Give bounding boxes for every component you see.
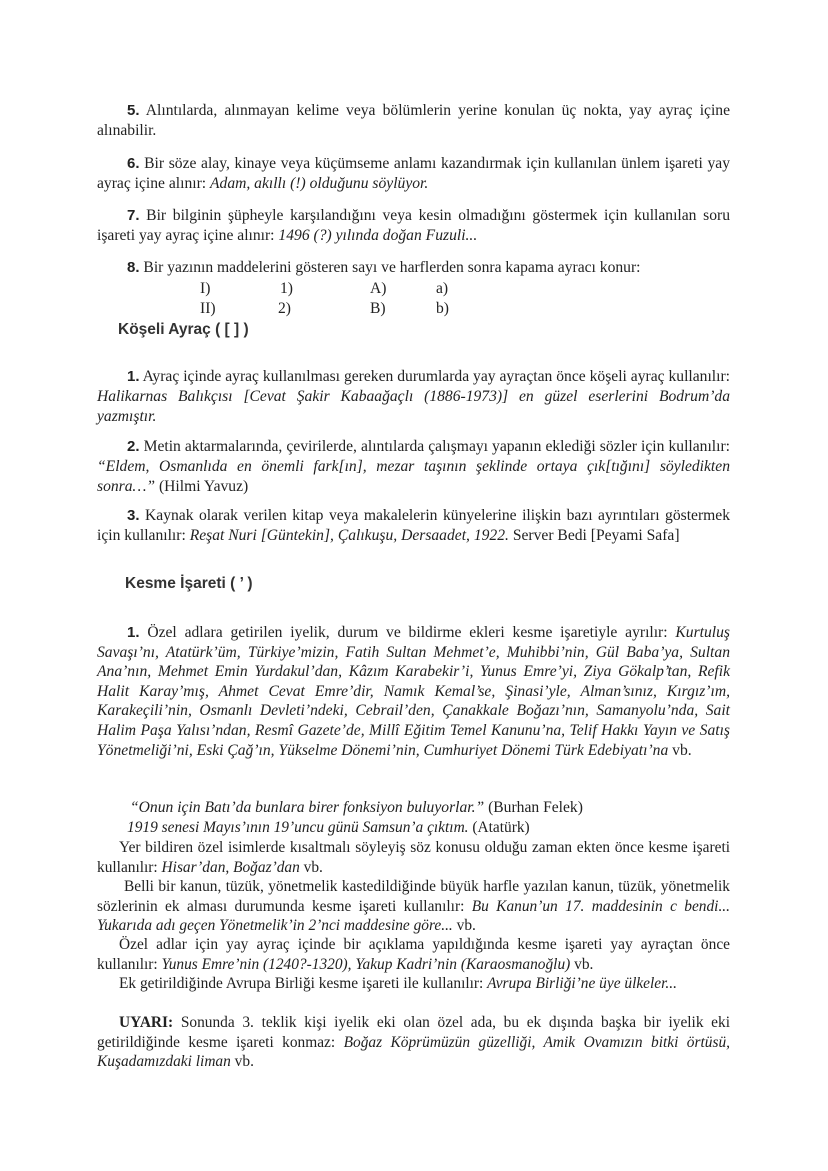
tail-text: vb. [668,741,692,759]
paragraph-belli-bir-kanun [97,877,730,936]
paragraph-uyari [97,1013,730,1072]
paragraph-text: Yer bildiren özel isimlerde kısaltmalı söyleyiş söz konusu olduğu zaman ekten önce kesme işareti kullanılır: [97,839,730,876]
paragraph-text: Özel adlar için yay ayraç içinde bir açıklama yapıldığında kesme işareti yay ayraçtan önce kullanılır: [97,936,730,973]
item-number: 7. [127,207,140,224]
item-number: 1. [127,624,140,641]
example-text: Adam, akıllı (!) olduğunu söylüyor. [210,175,429,192]
paragraph-text: Alıntılarda, alınmayan kelime veya bölümlerin yerine konulan üç nokta, yay ayraç içine alınabilir. [97,102,730,139]
source-text: (Hilmi Yavuz) [155,478,249,495]
paragraph-yer-bildiren [97,838,730,877]
item-number: 3. [127,507,140,524]
warning-label: UYARI: [119,1014,174,1031]
example-text: 1919 senesi Mayıs’ının 19’uncu günü Samsun’a çıktım. [127,819,469,836]
paragraph-5 [97,101,730,141]
list-marker: a) [436,280,449,297]
quote-example-1 [130,798,730,818]
list-marker: II) [200,300,216,317]
item-number: 5. [127,102,140,119]
paragraph-text: Ayraç içinde ayraç kullanılması gereken durumlarda yay ayraçtan önce köşeli ayraç kullanılır: [139,368,730,385]
paragraph-text: Özel adlara getirilen iyelik, durum ve bildirme ekleri kesme işaretiyle ayrılır: [139,624,676,641]
list-marker: 2) [278,300,291,317]
tail-text: vb. [230,1053,254,1070]
example-text: Reşat Nuri [Güntekin], Çalıkuşu, Dersaadet, 1922. [189,527,509,544]
paragraph-text: Sonunda 3. teklik kişi iyelik eki olan özel ada, bu ek dışında başka bir iyelik eki getirildiğinde kesme işareti konmaz: [97,1014,730,1051]
kesme-item-1 [97,623,730,760]
paragraph-7 [97,206,730,246]
enumeration-examples [0,279,828,319]
example-text: 1496 (?) yılında doğan Fuzuli... [278,227,478,244]
paragraph-ek-getirildiginde [97,974,730,994]
paragraph-text: Belli bir kanun, tüzük, yönetmelik kastedildiğinde büyük harfle yazılan kanun, tüzük, yönetmelik sözlerinin ek alması durumunda kesme işareti kullanılır: [97,878,730,915]
quote-example-2 [127,818,727,838]
source-text: (Burhan Felek) [484,799,583,816]
example-text: Hisar’dan, Boğaz’dan [161,858,300,876]
paragraph-ozel-adlar [97,935,730,974]
paragraph-8 [97,258,730,278]
example-text: “Onun için Batı’da bunlara birer fonksiyon buluyorlar.” [130,799,485,816]
koseli-item-1 [97,367,730,427]
item-number: 6. [127,155,140,172]
example-text: Halikarnas Balıkçısı [Cevat Şakir Kabaağaçlı (1886-1973)] en güzel eserlerini Bodrum’da yazmıştır. [97,388,730,425]
example-text: Bu Kanun’un 17. maddesinin c bendi... Yukarıda adı geçen Yönetmelik’in 2’nci maddesine göre... [97,897,731,934]
tail-text: vb. [299,858,323,876]
paragraph-6 [97,154,730,194]
example-text: Kurtuluş Savaşı’nı, Atatürk’üm, Türkiye’mizin, Fatih Sultan Mehmet’e, Muhibbi’nin, Gül Baba’ya, Sultan Ana’nın, Mehmet Emin Yurdakul’dan, Kâzım Karabekir’i, Yunus Emre’yi, Ziya Gökalp’tan, Refik Halit Karay’mış, Ahmet Cevat Emre’dir, Namık Kemal’se, Şinasi’yle, Alman’sınız, Kırgız’ım, Karakeçili’nin, Osmanlı Devleti’ndeki, Cebrail’den, Çanakkale Boğazı’nın, Samanyolu’nda, Sait Halim Paşa Yalısı’ndan, Resmî Gazete’de, Millî Eğitim Temel Kanunu’na, Telif Hakkı Yayın ve Satış Yönetmeliği’ni, Eski Çağ’ın, Yükselme Dönemi’nin, Cumhuriyet Dönemi Türk Edebiyatı’na [97,624,730,759]
item-number: 8. [127,259,140,276]
example-text: Avrupa Birliği’ne üye ülkeler... [487,975,677,992]
example-text: Boğaz Köprümüzün güzelliği, Amik Ovamızın bitki örtüsü, Kuşadamızdaki liman [97,1033,730,1070]
list-marker: A) [370,280,387,297]
paragraph-text: Kaynak olarak verilen kitap veya makalelerin künyelerine ilişkin bazı ayrıntıları göstermek için kullanılır: [97,507,730,544]
paragraph-text: Ek getirildiğinde Avrupa Birliği kesme işareti ile kullanılır: [119,975,488,992]
paragraph-text: Bir yazının maddelerini gösteren sayı ve harflerden sonra kapama ayracı konur: [139,259,641,276]
list-marker: 1) [280,280,293,297]
paragraph-text: Bir söze alay, kinaye veya küçümseme anlamı kazandırmak için kullanılan ünlem işareti yay ayraç içine alınır: [97,155,730,192]
koseli-item-2 [97,437,730,497]
tail-text: vb. [452,917,476,934]
list-marker: B) [370,300,386,317]
tail-text: Server Bedi [Peyami Safa] [508,527,680,544]
example-text: “Eldem, Osmanlıda en önemli fark[ın], mezar taşının şeklinde ortaya çık[tığını] söyledikten sonra…” [97,458,730,495]
source-text: (Atatürk) [468,819,530,836]
item-number: 1. [127,368,140,385]
koseli-item-3 [97,506,730,546]
example-text: Yunus Emre’nin (1240?-1320), Yakup Kadri’nin (Karaosmanoğlu) [161,955,571,973]
list-marker: I) [200,280,211,297]
paragraph-text: Bir bilginin şüpheyle karşılandığını veya kesin olmadığını göstermek için kullanılan soru işareti yay ayraç içine alınır: [97,207,730,244]
tail-text: vb. [570,955,594,973]
section-heading-kesme-isareti: Kesme İşareti ( ’ ) [125,575,253,592]
item-number: 2. [127,438,140,455]
section-heading-koseli-ayrac: Köşeli Ayraç ( [ ] ) [118,321,249,338]
paragraph-text: Metin aktarmalarında, çevirilerde, alıntılarda çalışmayı yapanın eklediği sözler için kullanılır: [139,438,730,455]
list-marker: b) [436,300,449,317]
